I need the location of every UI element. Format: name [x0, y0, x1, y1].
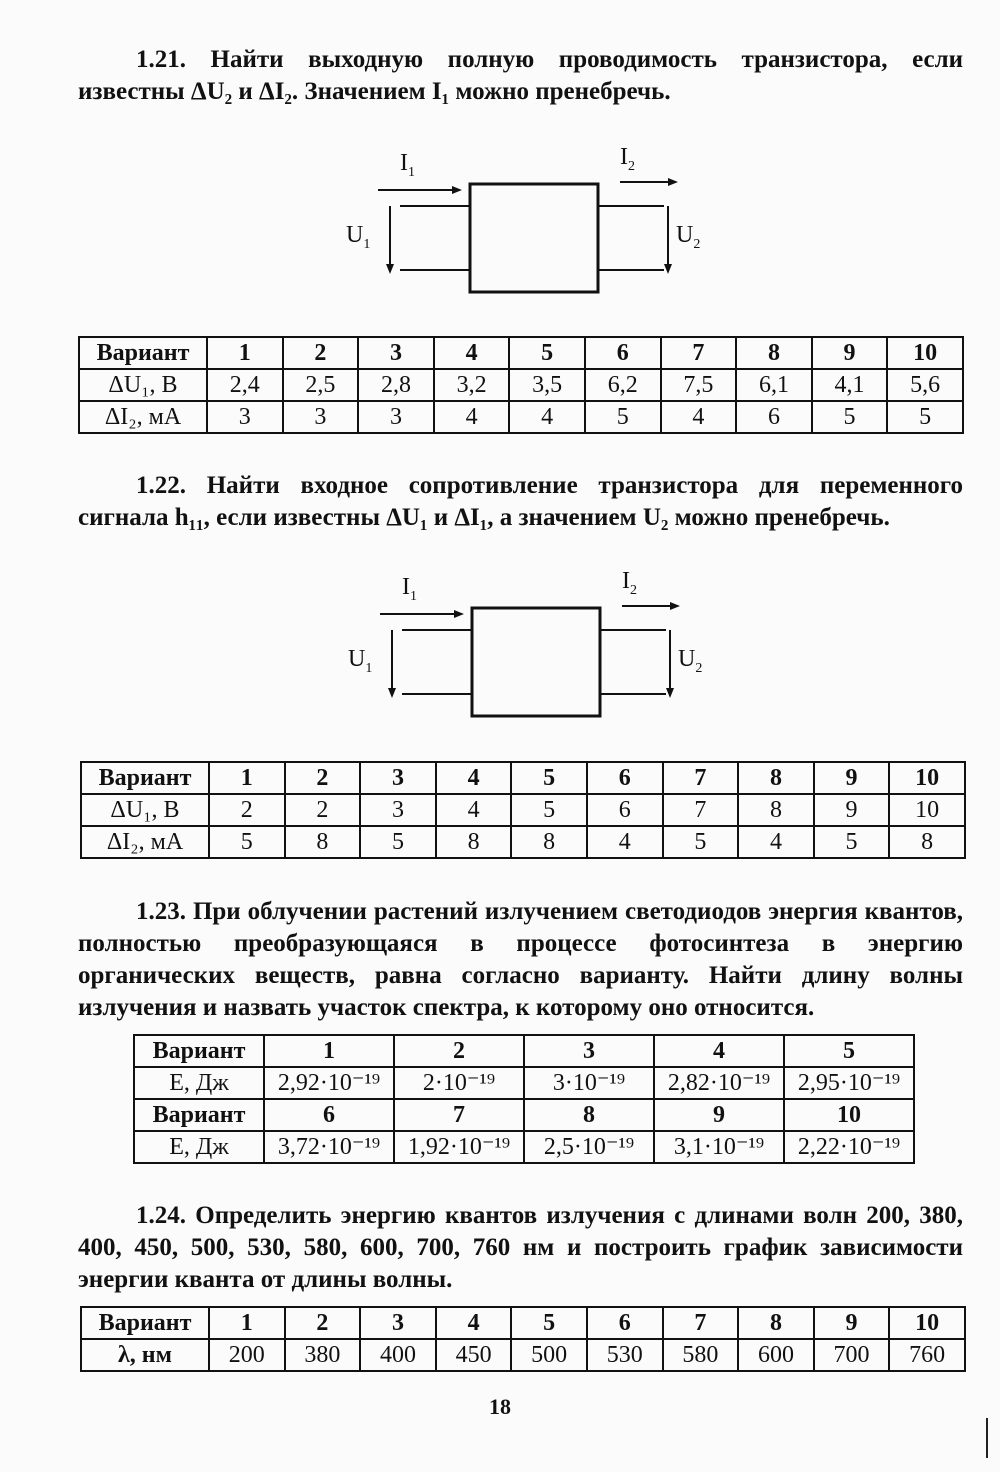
- table-cell: 3: [358, 401, 434, 433]
- table-cell: ΔU₁, В: [81, 794, 209, 826]
- table-cell: 8: [524, 1099, 654, 1131]
- two-port-diagram-1: [330, 140, 710, 300]
- table-1-23: [133, 1034, 915, 1164]
- table-cell: 5: [360, 826, 436, 858]
- table-cell: 2: [285, 1307, 361, 1339]
- table-cell: 3: [360, 1307, 436, 1339]
- table-cell: 1: [264, 1035, 394, 1067]
- two-port-box: [470, 184, 598, 292]
- label-i1: $I_1$: [400, 150, 415, 180]
- table-cell: 8: [436, 826, 512, 858]
- table-cell: Вариант: [79, 337, 207, 369]
- table-cell: 400: [360, 1339, 436, 1371]
- table-cell: 4,1: [812, 369, 888, 401]
- table-row: [81, 794, 965, 826]
- table-cell: 7: [663, 794, 739, 826]
- table-cell: 7: [663, 1307, 739, 1339]
- table-cell: 4: [654, 1035, 784, 1067]
- table-row: [81, 1339, 965, 1371]
- table-cell: 4: [587, 826, 663, 858]
- table-cell: 6: [587, 794, 663, 826]
- label-u1: $U_1$: [348, 646, 373, 676]
- table-cell: 2,8: [358, 369, 434, 401]
- problem-text: Найти выходную полную проводимость транзистора, если известны ΔU₂ и ΔI₂. Значением I₁ можно пренебречь.: [78, 46, 964, 105]
- table-cell: 9: [814, 794, 890, 826]
- table-cell: 5: [814, 826, 890, 858]
- label-i1: $I_1$: [402, 574, 417, 604]
- table-cell: 4: [738, 826, 814, 858]
- table-cell: 10: [889, 794, 965, 826]
- two-port-box: [472, 608, 600, 716]
- table-cell: 2,5·10⁻¹⁹: [524, 1131, 654, 1163]
- table-cell: 4: [434, 401, 510, 433]
- table-cell: Вариант: [134, 1099, 264, 1131]
- table-cell: Вариант: [81, 762, 209, 794]
- table-header-row: [134, 1099, 914, 1131]
- table-1-21: [78, 336, 964, 434]
- table-cell: 6: [264, 1099, 394, 1131]
- table-cell: 6: [736, 401, 812, 433]
- problem-1-22: [78, 470, 963, 534]
- table-row: [134, 1131, 914, 1163]
- table-cell: 5: [585, 401, 661, 433]
- table-cell: 7: [394, 1099, 524, 1131]
- table-cell: 760: [889, 1339, 965, 1371]
- table-cell: 5: [511, 794, 587, 826]
- table-cell: 2,82·10⁻¹⁹: [654, 1067, 784, 1099]
- table-cell: 3: [283, 401, 359, 433]
- problem-1-21: [78, 44, 963, 108]
- table-cell: 4: [434, 337, 510, 369]
- table-row: [79, 369, 963, 401]
- table-cell: 2,4: [207, 369, 283, 401]
- table-cell: 2·10⁻¹⁹: [394, 1067, 524, 1099]
- table-cell: 2,22·10⁻¹⁹: [784, 1131, 914, 1163]
- table-cell: 600: [738, 1339, 814, 1371]
- problem-text: Определить энергию квантов излучения с длинами волн 200, 380, 400, 450, 500, 530, 580, 600, 700, 760 нм и построить график зависимости энергии кванта от длины волны.: [78, 1202, 964, 1293]
- table-cell: 2,92·10⁻¹⁹: [264, 1067, 394, 1099]
- problem-number: 1.21.: [136, 46, 186, 73]
- table-cell: 2: [285, 762, 361, 794]
- table-row: [81, 826, 965, 858]
- table-cell: 1,92·10⁻¹⁹: [394, 1131, 524, 1163]
- table-cell: 2,95·10⁻¹⁹: [784, 1067, 914, 1099]
- table-cell: 5: [209, 826, 285, 858]
- table-cell: 6: [587, 1307, 663, 1339]
- table-cell: Е, Дж: [134, 1131, 264, 1163]
- table-cell: 5: [812, 401, 888, 433]
- table-cell: 2,5: [283, 369, 359, 401]
- problem-number: 1.24.: [136, 1202, 186, 1229]
- table-cell: 9: [814, 1307, 890, 1339]
- problem-text: При облучении растений излучением светодиодов энергия квантов, полностью преобразующаяся в процессе фотосинтеза в энергию органических веществ, равна согласно варианту. Найти длину волны излучения и назвать участок спектра, к которому оно относится.: [78, 898, 964, 1021]
- table-cell: 9: [812, 337, 888, 369]
- table-cell: ΔI₂, мА: [79, 401, 207, 433]
- table-cell: ΔU₁, В: [79, 369, 207, 401]
- page-number: 18: [489, 1394, 511, 1419]
- table-cell: 6: [587, 762, 663, 794]
- table-cell: 500: [511, 1339, 587, 1371]
- table-cell: 10: [889, 1307, 965, 1339]
- table-cell: Вариант: [81, 1307, 209, 1339]
- table-cell: 580: [663, 1339, 739, 1371]
- table-header-row: [79, 337, 963, 369]
- table-header-row: [134, 1035, 914, 1067]
- table-cell: 3: [358, 337, 434, 369]
- table-cell: 5: [887, 401, 963, 433]
- table-cell: 4: [436, 794, 512, 826]
- table-cell: 5: [509, 337, 585, 369]
- table-cell: 5: [511, 762, 587, 794]
- problem-text: Найти входное сопротивление транзистора для переменного сигнала h₁₁, если известны ΔU₁ и ΔI₁, а значением U₂ можно пренебречь.: [78, 472, 964, 531]
- scan-edge-mark: [986, 1418, 988, 1458]
- table-cell: 6,1: [736, 369, 812, 401]
- table-cell: 8: [738, 794, 814, 826]
- table-cell: Вариант: [134, 1035, 264, 1067]
- table-cell: 1: [209, 1307, 285, 1339]
- table-cell: 3: [524, 1035, 654, 1067]
- table-cell: 1: [207, 337, 283, 369]
- problem-1-24: [78, 1200, 963, 1296]
- table-cell: 3,5: [509, 369, 585, 401]
- table-cell: 9: [814, 762, 890, 794]
- table-row: [134, 1067, 914, 1099]
- table-cell: 6,2: [585, 369, 661, 401]
- table-cell: 5: [663, 826, 739, 858]
- problem-1-23: [78, 896, 963, 1024]
- table-cell: 7: [661, 337, 737, 369]
- table-cell: 4: [436, 1307, 512, 1339]
- table-header-row: [81, 1307, 965, 1339]
- table-cell: 5: [511, 1307, 587, 1339]
- table-cell: 3: [360, 794, 436, 826]
- table-cell: 10: [887, 337, 963, 369]
- table-cell: 6: [585, 337, 661, 369]
- table-cell: 3,2: [434, 369, 510, 401]
- table-cell: 5,6: [887, 369, 963, 401]
- table-cell: 4: [661, 401, 737, 433]
- table-cell: 8: [285, 826, 361, 858]
- table-cell: 8: [511, 826, 587, 858]
- table-cell: 3: [207, 401, 283, 433]
- table-cell: 10: [784, 1099, 914, 1131]
- table-row: [79, 401, 963, 433]
- table-cell: 530: [587, 1339, 663, 1371]
- table-cell: 5: [784, 1035, 914, 1067]
- label-u2: $U_2$: [676, 222, 701, 252]
- table-cell: ΔI₂, мА: [81, 826, 209, 858]
- label-u2: $U_2$: [678, 646, 703, 676]
- table-cell: 3,72·10⁻¹⁹: [264, 1131, 394, 1163]
- table-cell: 8: [736, 337, 812, 369]
- table-1-22: [80, 761, 966, 859]
- label-u1: $U_1$: [346, 222, 371, 252]
- table-cell: 700: [814, 1339, 890, 1371]
- table-cell: 1: [209, 762, 285, 794]
- table-cell: 3·10⁻¹⁹: [524, 1067, 654, 1099]
- label-i2: $I_2$: [620, 144, 635, 174]
- problem-number: 1.23.: [136, 898, 186, 925]
- table-cell: 380: [285, 1339, 361, 1371]
- table-cell: 2: [394, 1035, 524, 1067]
- table-cell: 4: [509, 401, 585, 433]
- table-cell: λ, нм: [81, 1339, 209, 1371]
- label-i2: $I_2$: [622, 568, 637, 598]
- table-cell: 200: [209, 1339, 285, 1371]
- table-cell: Е, Дж: [134, 1067, 264, 1099]
- table-cell: 450: [436, 1339, 512, 1371]
- table-1-24: [80, 1306, 966, 1372]
- table-cell: 2: [209, 794, 285, 826]
- table-cell: 10: [889, 762, 965, 794]
- table-cell: 7: [663, 762, 739, 794]
- table-cell: 4: [436, 762, 512, 794]
- table-cell: 7,5: [661, 369, 737, 401]
- table-cell: 2: [283, 337, 359, 369]
- table-cell: 8: [889, 826, 965, 858]
- table-cell: 3,1·10⁻¹⁹: [654, 1131, 784, 1163]
- two-port-diagram-2: [332, 564, 712, 724]
- table-cell: 9: [654, 1099, 784, 1131]
- table-header-row: [81, 762, 965, 794]
- problem-number: 1.22.: [136, 472, 186, 499]
- table-cell: 8: [738, 1307, 814, 1339]
- table-cell: 2: [285, 794, 361, 826]
- table-cell: 3: [360, 762, 436, 794]
- table-cell: 8: [738, 762, 814, 794]
